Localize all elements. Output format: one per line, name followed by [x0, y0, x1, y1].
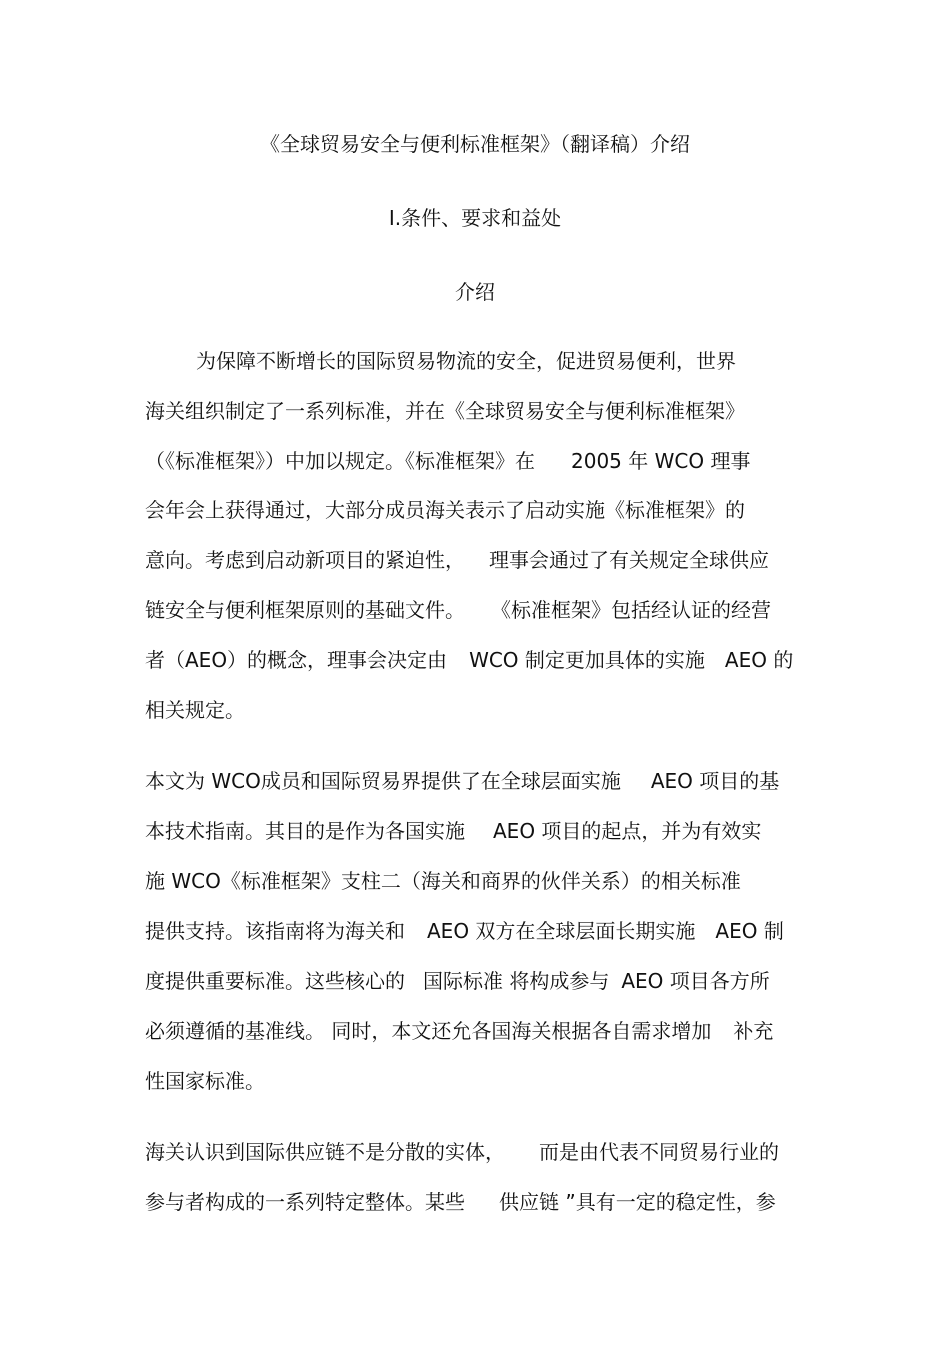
text-segment: 理事会通过了有关规定全球供应 [489, 548, 769, 572]
text-line: 性国家标准。 [145, 1069, 265, 1093]
text-line: 相关规定。 [145, 698, 245, 722]
text-segment: AEO 项目的基 [650, 769, 780, 793]
text-segment: 《标准框架》包括经认证的经营 [491, 598, 771, 622]
text-segment: 者（AEO）的概念，理事会决定由 [145, 648, 448, 672]
subheading: 介绍 [455, 280, 495, 304]
text-segment: 链安全与便利框架原则的基础文件。 [145, 598, 465, 622]
text-line [145, 448, 750, 474]
text-segment: 必须遵循的基准线。 同时，本文还允各国海关根据各自需求增加 [145, 1019, 712, 1043]
text-segment: 意向。考虑到启动新项目的紧迫性， [145, 548, 465, 572]
text-segment: AEO 双方在全球层面长期实施 [427, 919, 696, 943]
text-segment: 供应链 ”具有一定的稳定性，参 [499, 1190, 776, 1214]
text-line [145, 1018, 773, 1044]
text-segment: 提供支持。该指南将为海关和 [145, 919, 405, 943]
text-line [145, 1139, 779, 1165]
text-line [145, 918, 784, 944]
text-line: 会年会上获得通过，大部分成员海关表示了启动实施《标准框架》的 [145, 498, 745, 522]
text-segment: 本技术指南。其目的是作为各国实施 [145, 819, 465, 843]
text-segment: AEO 的 [724, 648, 794, 672]
text-line [145, 1189, 776, 1215]
text-line: 海关组织制定了一系列标准，并在《全球贸易安全与便利标准框架》 [145, 399, 745, 423]
text-segment: AEO 项目的起点，并为有效实 [493, 819, 762, 843]
text-segment: 度提供重要标准。这些核心的 [145, 969, 405, 993]
text-line [145, 547, 769, 573]
text-segment: AEO 制 [715, 919, 784, 943]
text-segment: 参与者构成的一系列特定整体。某些 [145, 1190, 465, 1214]
text-line [145, 768, 779, 794]
text-line [145, 647, 793, 673]
text-segment: 而是由代表不同贸易行业的 [539, 1140, 779, 1164]
text-segment: （《标准框架》）中加以规定。《标准框架》在 [145, 449, 535, 473]
text-segment: 2005 年 WCO 理事 [571, 449, 751, 473]
text-segment: WCO 制定更加具体的实施 [469, 648, 705, 672]
text-segment: AEO 项目各方所 [621, 969, 770, 993]
section-heading: Ⅰ.条件、要求和益处 [388, 206, 562, 230]
text-line: 施 WCO《标准框架》支柱二（海关和商界的伙伴关系）的相关标准 [145, 869, 741, 893]
text-line: 为保障不断增长的国际贸易物流的安全，促进贸易便利，世界 [196, 349, 736, 373]
text-segment: 海关认识到国际供应链不是分散的实体， [145, 1140, 505, 1164]
text-line [145, 818, 761, 844]
text-segment: 补充 [733, 1019, 774, 1043]
text-line [145, 597, 771, 623]
document-title: 《全球贸易安全与便利标准框架》（翻译稿）介绍 [260, 132, 690, 156]
text-segment: 本文为 WCO成员和国际贸易界提供了在全球层面实施 [145, 769, 621, 793]
text-segment: 国际标准 将构成参与 [423, 969, 610, 993]
text-line [145, 968, 770, 994]
